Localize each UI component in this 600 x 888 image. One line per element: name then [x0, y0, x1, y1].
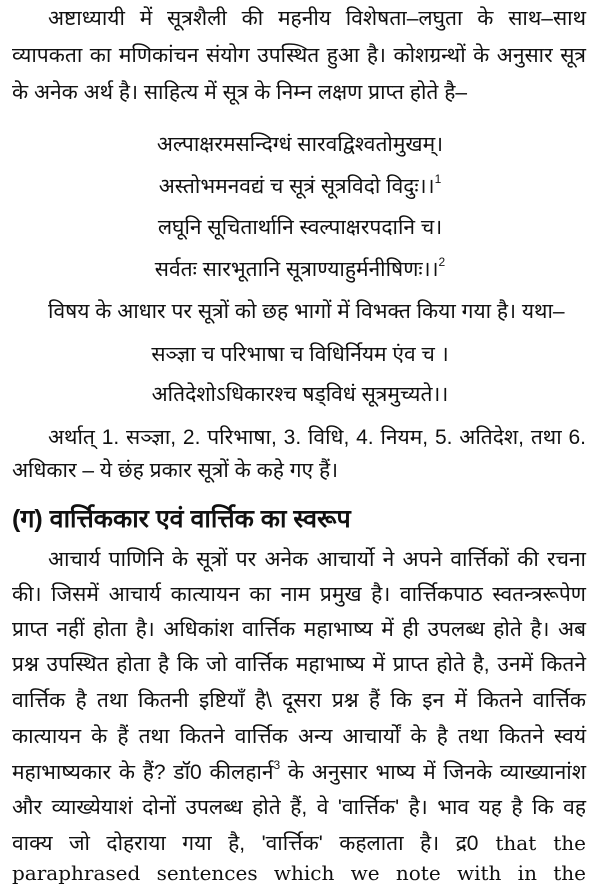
paragraph-line: कात्यायन के हैं तथा कितने वार्त्तिक अन्य आचार्यों के है तथा कितने स्वयं — [12, 725, 586, 748]
text-segment: के अनुसार भाष्य में जिनके व्याख्यानांश — [280, 761, 586, 784]
paragraph-line: अधिकार – ये छंह प्रकार सूत्रों के कहे गए हैं। — [12, 459, 339, 482]
paragraph-line: की। जिसमें आचार्य कात्यायन का नाम प्रमुख है। वार्त्तिकपाठ स्वतन्त्ररूपेण — [12, 583, 586, 606]
text-segment: महाभाष्यकार के हैं? डॉ0 कीलहार्न — [12, 761, 274, 784]
verse-line — [0, 213, 600, 243]
verse-text: लघूनि सूचितार्थानि स्वल्पाक्षरपदानि च। — [157, 216, 443, 239]
paragraph-line: वार्त्तिक है तथा कितनी इष्टियाँ है\ दूसरा प्रश्न हैं कि इन में कितने वार्त्तिक — [12, 689, 586, 712]
paragraph-line: अर्थात् 1. सञ्ज्ञा, 2. परिभाषा, 3. विधि, 4. नियम, 5. अतिदेश, तथा 6. — [48, 426, 586, 449]
paragraph-line-english: paraphrased sentences which we note with in the — [12, 861, 586, 885]
paragraph-line: व्यापकता का मणिकांचन संयोग उपस्थित हुआ है। कोशग्रन्थों के अनुसार सूत्र — [12, 44, 586, 67]
verse-text: सर्वतः सारभूतानि सूत्राण्याहुर्मनीषिणः।। — [154, 258, 439, 281]
verse-line: अतिदेशोऽधिकारश्च षड्विधं सूत्रमुच्यते।। — [151, 383, 449, 406]
footnote-marker: 1 — [434, 172, 442, 186]
paragraph-line: के अनेक अर्थ है। साहित्य में सूत्र के निम्न लक्षण प्राप्त होते है– — [12, 81, 468, 104]
paragraph-line: प्राप्त नहीं होता है। अधिकांश वार्त्तिक महाभाष्य में ही उपलब्ध होते है। अब — [12, 618, 586, 641]
paragraph-line: प्रश्न उपस्थित होता है कि जो वार्त्तिक महाभाष्य में प्राप्त होते है, उनमें कितने — [12, 653, 586, 676]
footnote-marker: 2 — [438, 255, 446, 269]
verse-line — [0, 172, 600, 202]
paragraph-line — [12, 828, 586, 859]
verse-text: अल्पाक्षरमसन्दिग्धं सारवद्विश्वतोमुखम्। — [156, 133, 444, 156]
verse-line — [0, 130, 600, 160]
verse-line: सञ्ज्ञा च परिभाषा च विधिर्नियम एंव च । — [151, 343, 449, 366]
paragraph-line — [12, 758, 586, 788]
footnote-marker: 3 — [273, 758, 281, 772]
paragraph-line: अष्टाध्यायी में सूत्रशैली की महनीय विशेषता–लघुता के साथ–साथ — [48, 7, 586, 30]
paragraph-line: और व्याख्येयाशं दोनों उपलब्ध होते हैं, वे 'वार्त्तिक' है। भाव यह है कि वह — [12, 796, 586, 819]
paragraph-line: आचार्य पाणिनि के सूत्रों पर अनेक आचार्यो ने अपने वार्त्तिकों की रचना — [48, 548, 586, 571]
english-text-segment: that the — [478, 831, 586, 855]
paragraph-line: विषय के आधार पर सूत्रों को छह भागों में विभक्त किया गया है। यथा– — [48, 300, 565, 323]
verse-text: अस्तोभमनवद्यं च सूत्रं सूत्रविदो विदुः।। — [158, 175, 435, 198]
text-segment: वाक्य जो दोहराया गया है, 'वार्त्तिक' कहलाता है। द्र0 — [12, 832, 479, 855]
section-heading: (ग) वार्त्तिककार एवं वार्त्तिक का स्वरूप — [12, 505, 351, 533]
verse-line — [0, 255, 600, 285]
